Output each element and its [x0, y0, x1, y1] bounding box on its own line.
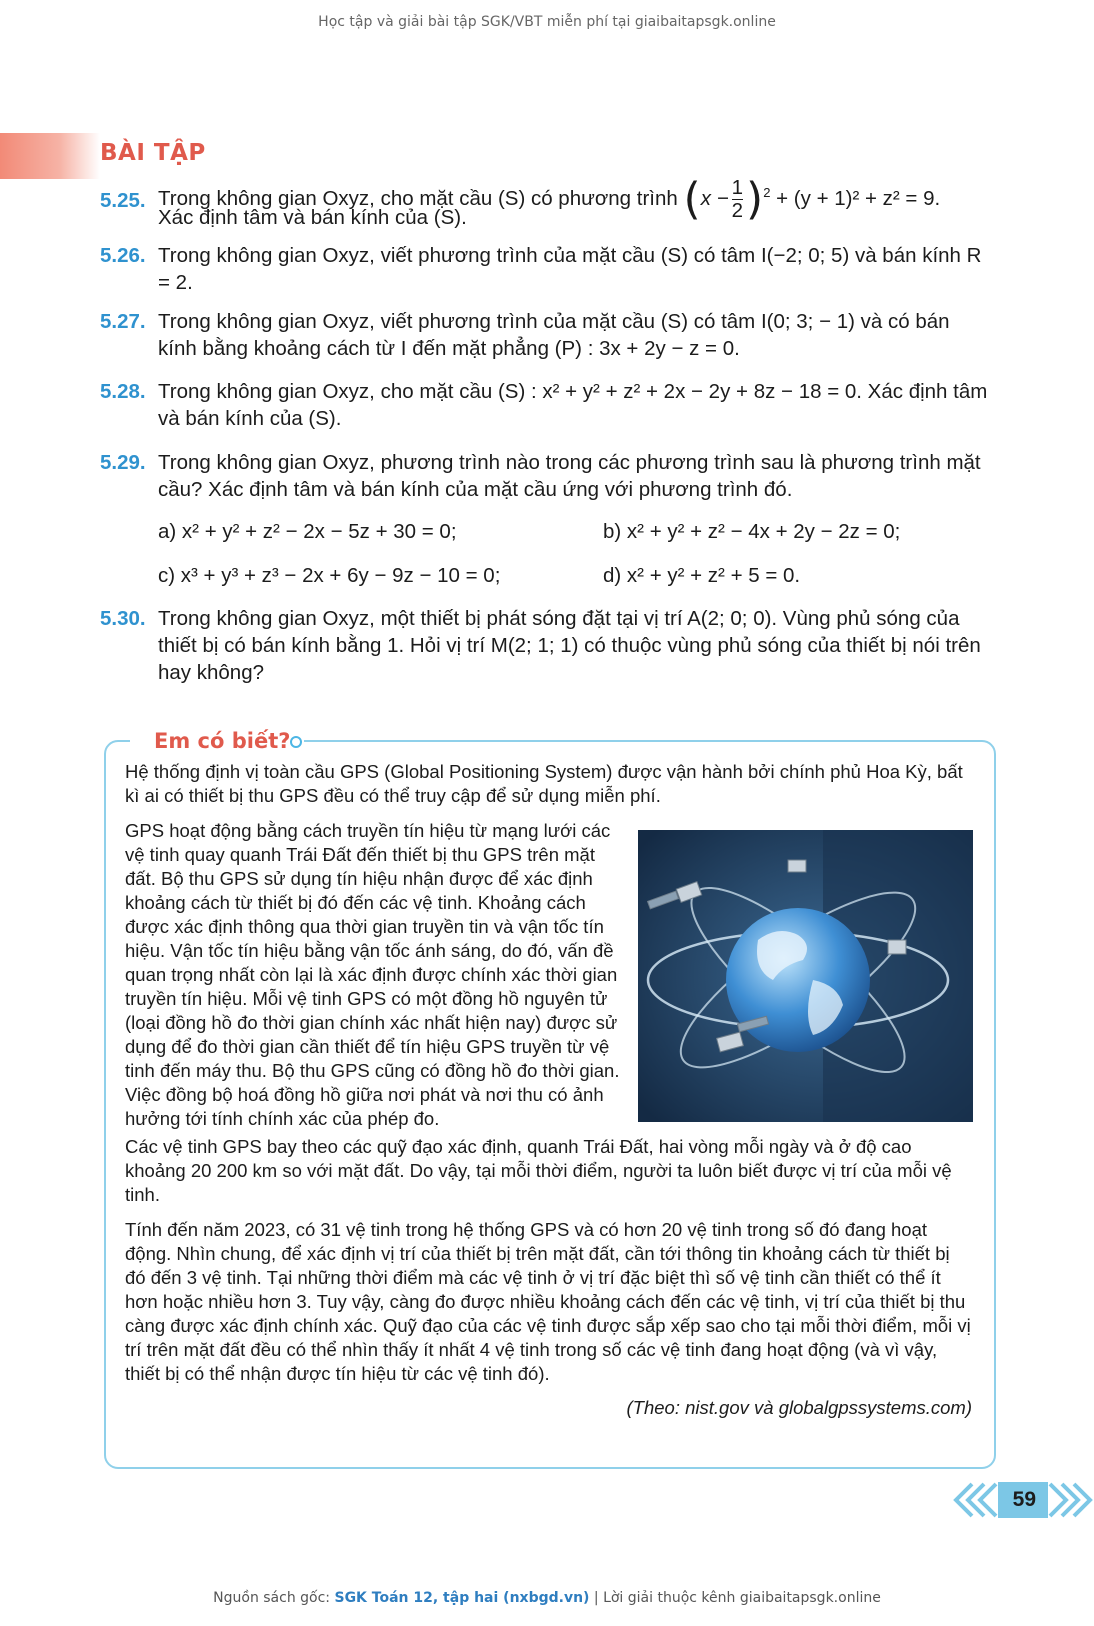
fraction-one-half: $\frac{1}{2}$ — [731, 176, 744, 222]
exercise-number: 5.30. — [100, 607, 146, 630]
exercise-5-27 — [100, 308, 990, 362]
option-c: c) x³ + y³ + z³ − 2x + 6y − 9z − 10 = 0; — [158, 564, 501, 587]
exercise-number: 5.26. — [100, 244, 146, 267]
exercise-number: 5.27. — [100, 310, 146, 333]
exercise-text: Xác định tâm và bán kính của (S). — [158, 206, 467, 229]
option-a: a) x² + y² + z² − 2x − 5z + 30 = 0; — [158, 520, 457, 543]
exercise-number: 5.25. — [100, 189, 146, 212]
exercise-text: Trong không gian Oxyz, một thiết bị phát sóng đặt tại vị trí A(2; 0; 0). Vùng phủ sóng của thiết bị có bán kính bằng 1. Hỏi vị trí M(2; 1; 1) có thuộc vùng phủ sóng của thiết bị nói trên hay không? — [158, 607, 981, 684]
gps-satellite-image — [638, 830, 973, 1122]
info-paragraph-3: Các vệ tinh GPS bay theo các quỹ đạo xác định, quanh Trái Đất, hai vòng mỗi ngày và ở độ cao khoảng 20 200 km so với mặt đất. Do vậy, tại mỗi thời điểm, người ta luôn biết được vị trí của mỗi vệ tinh. — [125, 1136, 952, 1205]
exercise-text: Trong không gian Oxyz, viết phương trình của mặt cầu (S) có tâm I(−2; 0; 5) và bán kính R = 2. — [158, 244, 982, 294]
option-d: d) x² + y² + z² + 5 = 0. — [603, 564, 801, 587]
exercise-text: Trong không gian Oxyz, cho mặt cầu (S) có phương trình — [158, 186, 678, 210]
equation-part: x − — [700, 186, 729, 210]
exercise-5-25-line2 — [100, 204, 990, 231]
exercise-number: 5.28. — [100, 380, 146, 403]
exercise-text: Trong không gian Oxyz, phương trình nào trong các phương trình sau là phương trình mặt cầu? Xác định tâm và bán kính của mặt cầu ứng với phương trình đó. — [158, 451, 981, 501]
box-title-dot-right — [290, 736, 302, 748]
exercise-5-29 — [100, 449, 990, 503]
exercise-text: Trong không gian Oxyz, cho mặt cầu (S) : x² + y² + z² + 2x − 2y + 8z − 18 = 0. Xác định tâm và bán kính của (S). — [158, 380, 988, 430]
info-paragraph-4: Tính đến năm 2023, có 31 vệ tinh trong hệ thống GPS và có hơn 20 vệ tinh trong số đó đang hoạt động. Nhìn chung, để xác định vị trí của thiết bị trên mặt đất, cần tới thông tin khoảng cách từ thiết bị đó đến 3 vệ tinh. Tại những thời điểm mà các vệ tinh ở vị trí đặc biệt thì số vệ tinh cần thiết có thể ít hơn hoặc nhiều hơn 3. Tuy vậy, càng đo được nhiều khoảng cách đến các vệ tinh, vị trí của thiết bị thu càng được xác định chính xác. Quỹ đạo của các vệ tinh được sắp xếp sao cho tại mỗi thời điểm, mỗi vị trí trên mặt đất đều có thể nhìn thấy ít nhất 4 vệ tinh trong số các vệ tinh đang hoạt động (và vì vậy, thiết bị có thể nhận được tín hiệu từ các vệ tinh đó). — [125, 1219, 971, 1384]
info-paragraph-2: GPS hoạt động bằng cách truyền tín hiệu từ mạng lưới các vệ tinh quay quanh Trái Đất đến thiết bị thu GPS trên mặt đất. Bộ thu GPS sử dụng tín hiệu nhận được để xác định khoảng cách từ thiết bị đó đến các vệ tinh. Khoảng cách được xác định thông qua thời gian truyền tin và vận tốc tín hiệu. Vận tốc tín hiệu bằng vận tốc ánh sáng, do đó, vấn đề quan trọng nhất còn lại là xác định được chính xác thời gian truyền tín hiệu. Mỗi vệ tinh GPS có một đồng hồ nguyên tử (loại đồng hồ đo thời gian chính xác nhất hiện nay) được sử dụng để đo thời gian cần thiết để tín hiệu GPS truyền từ vệ tinh đến máy thu. Bộ thu GPS cũng có đồng hồ đo thời gian. Việc đồng bộ hoá đồng hồ giữa nơi phát và nơi thu có ảnh hưởng tới tính chính xác của phép đo. — [125, 820, 620, 1129]
equation-part: + (y + 1)² + z² = 9. — [776, 186, 941, 210]
exercise-5-25: 5.25. Trong không gian Oxyz, cho mặt cầu (S) có phương trình (x − $\frac{1}{2}$ )$^2$ + (y + 1)² + z² = 9. — [100, 173, 941, 225]
section-title: BÀI TẬP — [100, 140, 206, 166]
exercise-number: 5.29. — [100, 451, 146, 474]
info-paragraph-1: Hệ thống định vị toàn cầu GPS (Global Positioning System) được vận hành bởi chính phủ Hoa Kỳ, bất kì ai có thiết bị thu GPS đều có thể truy cập để sử dụng miễn phí. — [125, 761, 963, 806]
exercise-5-30 — [100, 605, 990, 686]
info-source: (Theo: nist.gov và globalgpssystems.com) — [626, 1397, 972, 1418]
top-banner: Học tập và giải bài tập SGK/VBT miễn phí tại giaibaitapsgk.online — [318, 14, 776, 30]
globe-satellites-illustration — [638, 830, 973, 1122]
footer: Nguồn sách gốc: SGK Toán 12, tập hai (nxbgd.vn) | Lời giải thuộc kênh giaibaitapsgk.online — [213, 1590, 881, 1606]
option-b: b) x² + y² + z² − 4x + 2y − 2z = 0; — [603, 520, 901, 543]
exercise-5-26 — [100, 242, 990, 296]
exercise-text: Trong không gian Oxyz, viết phương trình của mặt cầu (S) có tâm I(0; 3; − 1) và có bán kính bằng khoảng cách từ I đến mặt phẳng (P) : 3x + 2y − z = 0. — [158, 310, 950, 360]
info-box-title: Em có biết? — [130, 726, 304, 756]
section-tab-decoration — [0, 133, 100, 179]
page-number: 59 — [1012, 1488, 1036, 1511]
exercise-5-28 — [100, 378, 990, 432]
footer-book-link[interactable]: SGK Toán 12, tập hai (nxbgd.vn) — [334, 1590, 590, 1606]
